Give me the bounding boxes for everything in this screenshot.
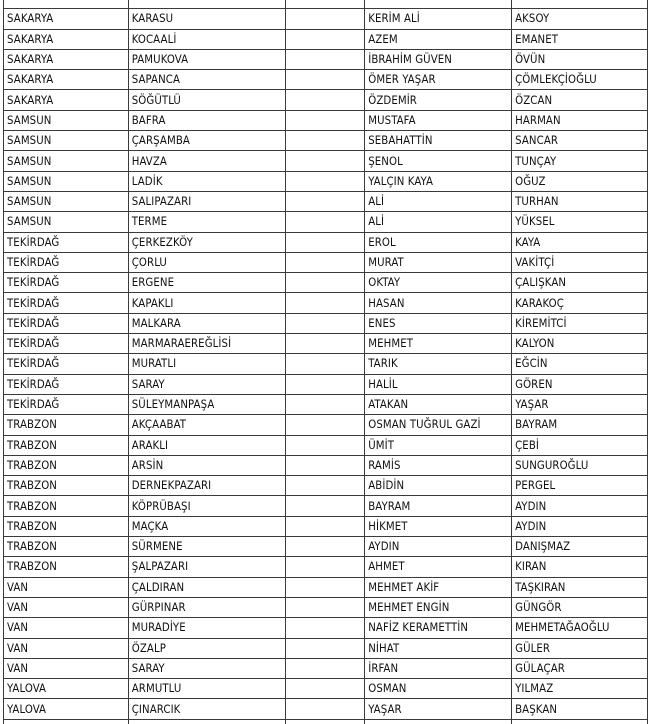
table-row — [4, 557, 648, 577]
spacer-cell[interactable] — [285, 638, 365, 658]
province-cell[interactable]: SAMSUN — [4, 212, 129, 232]
table-row — [4, 415, 648, 435]
province-cell[interactable]: VAN — [4, 577, 129, 597]
province-cell[interactable]: TEKİRDAĞ — [4, 252, 129, 272]
spacer-cell[interactable] — [285, 374, 365, 394]
last-name-cell[interactable]: TUNÇAY — [512, 151, 648, 171]
district-cell[interactable]: SÜLEYMANPAŞA — [128, 394, 285, 414]
last-name-cell[interactable]: HARMAN — [512, 110, 648, 130]
province-cell[interactable]: TRABZON — [4, 496, 129, 516]
district-cell[interactable]: ERGENE — [128, 273, 285, 293]
table-row — [4, 658, 648, 678]
first-name-cell[interactable]: ENES — [365, 313, 512, 333]
district-cell[interactable]: MURATLI — [128, 354, 285, 374]
first-name-cell[interactable]: EROL — [365, 232, 512, 252]
last-name-cell[interactable]: KALYON — [512, 334, 648, 354]
province-cell[interactable]: VAN — [4, 658, 129, 678]
spacer-cell[interactable] — [285, 597, 365, 617]
province-cell[interactable]: SAKARYA — [4, 90, 129, 110]
spacer-cell[interactable] — [285, 496, 365, 516]
last-name-cell[interactable]: ÇEBİ — [512, 435, 648, 455]
table-row — [4, 151, 648, 171]
province-cell[interactable]: TRABZON — [4, 415, 129, 435]
table-row — [4, 334, 648, 354]
table-row — [4, 131, 648, 151]
spacer-cell[interactable] — [285, 313, 365, 333]
province-cell[interactable]: SAKARYA — [4, 70, 129, 90]
spacer-cell[interactable] — [285, 699, 365, 719]
district-cell[interactable]: ÇALDIRAN — [128, 577, 285, 597]
table-row — [4, 90, 648, 110]
district-cell[interactable]: DERNEKPAZARI — [128, 476, 285, 496]
first-name-cell[interactable]: İBRAHİM GÜVEN — [365, 49, 512, 69]
first-name-cell[interactable]: ŞENOL — [365, 151, 512, 171]
spacer-cell[interactable] — [285, 110, 365, 130]
province-cell[interactable]: TEKİRDAĞ — [4, 334, 129, 354]
first-name-cell[interactable]: ÖMER YAŞAR — [365, 70, 512, 90]
spacer-cell[interactable] — [285, 151, 365, 171]
province-cell[interactable]: TEKİRDAĞ — [4, 374, 129, 394]
first-name-cell[interactable]: RAMİS — [365, 455, 512, 475]
table-row — [4, 171, 648, 191]
first-name-cell[interactable]: ÜMİT — [365, 435, 512, 455]
table-row — [4, 455, 648, 475]
spacer-cell[interactable] — [285, 394, 365, 414]
spacer-cell[interactable] — [285, 618, 365, 638]
province-cell[interactable] — [4, 719, 129, 724]
spacer-cell[interactable] — [285, 679, 365, 699]
first-name-cell[interactable]: HALİL — [365, 374, 512, 394]
first-name-cell[interactable]: HİKMET — [365, 516, 512, 536]
first-name-cell[interactable]: ALİ — [365, 191, 512, 211]
table-row — [4, 577, 648, 597]
first-name-cell[interactable]: MEHMET ENGİN — [365, 597, 512, 617]
district-cell[interactable]: SALIPAZARI — [128, 191, 285, 211]
table-row — [4, 496, 648, 516]
province-cell[interactable] — [4, 0, 129, 9]
district-cell[interactable]: ÇORLU — [128, 252, 285, 272]
district-cell[interactable]: KOCAALİ — [128, 29, 285, 49]
first-name-cell[interactable]: AYDIN — [365, 537, 512, 557]
table-row — [4, 9, 648, 29]
district-cell[interactable]: ARSİN — [128, 455, 285, 475]
spacer-cell[interactable] — [285, 334, 365, 354]
district-cell[interactable]: GÜRPINAR — [128, 597, 285, 617]
first-name-cell[interactable]: MEHMET — [365, 334, 512, 354]
first-name-cell[interactable]: KERİM ALİ — [365, 9, 512, 29]
table-row — [4, 537, 648, 557]
first-name-cell[interactable]: ÖZDEMİR — [365, 90, 512, 110]
first-name-cell[interactable] — [365, 719, 512, 724]
district-cell[interactable] — [128, 0, 285, 9]
province-cell[interactable]: VAN — [4, 638, 129, 658]
last-name-cell[interactable]: DANIŞMAZ — [512, 537, 648, 557]
spacer-cell[interactable] — [285, 191, 365, 211]
district-cell[interactable]: SÖĞÜTLÜ — [128, 90, 285, 110]
district-cell[interactable]: PAMUKOVA — [128, 49, 285, 69]
last-name-cell[interactable]: GÜLER — [512, 638, 648, 658]
province-cell[interactable]: VAN — [4, 618, 129, 638]
spacer-cell[interactable] — [285, 557, 365, 577]
last-name-cell[interactable]: EĞCİN — [512, 354, 648, 374]
last-name-cell[interactable]: OĞUZ — [512, 171, 648, 191]
last-name-cell[interactable]: AYDIN — [512, 496, 648, 516]
spacer-cell[interactable] — [285, 354, 365, 374]
first-name-cell[interactable]: NİHAT — [365, 638, 512, 658]
province-cell[interactable]: TEKİRDAĞ — [4, 232, 129, 252]
spacer-cell[interactable] — [285, 9, 365, 29]
province-cell[interactable]: SAMSUN — [4, 191, 129, 211]
last-name-cell[interactable]: TURHAN — [512, 191, 648, 211]
first-name-cell[interactable]: NAFİZ KERAMETTİN — [365, 618, 512, 638]
province-cell[interactable]: SAMSUN — [4, 110, 129, 130]
spacer-cell[interactable] — [285, 212, 365, 232]
first-name-cell[interactable]: AHMET — [365, 557, 512, 577]
last-name-cell[interactable]: EMANET — [512, 29, 648, 49]
spacer-cell[interactable] — [285, 516, 365, 536]
district-cell[interactable]: BAFRA — [128, 110, 285, 130]
district-cell[interactable]: HAVZA — [128, 151, 285, 171]
spacer-cell[interactable] — [285, 49, 365, 69]
last-name-cell[interactable]: SANCAR — [512, 131, 648, 151]
last-name-cell[interactable]: KİREMİTCİ — [512, 313, 648, 333]
district-cell[interactable]: SAPANCA — [128, 70, 285, 90]
district-cell[interactable]: MALKARA — [128, 313, 285, 333]
last-name-cell[interactable]: AYDIN — [512, 516, 648, 536]
province-cell[interactable]: TRABZON — [4, 557, 129, 577]
last-name-cell[interactable]: YÜKSEL — [512, 212, 648, 232]
spacer-cell[interactable] — [285, 70, 365, 90]
spacer-cell[interactable] — [285, 719, 365, 724]
spacer-cell[interactable] — [285, 658, 365, 678]
last-name-cell[interactable]: TAŞKIRAN — [512, 577, 648, 597]
district-cell[interactable]: KÖPRÜBAŞI — [128, 496, 285, 516]
last-name-cell[interactable]: KIRAN — [512, 557, 648, 577]
district-cell[interactable]: SÜRMENE — [128, 537, 285, 557]
table-row — [4, 618, 648, 638]
district-cell[interactable]: SARAY — [128, 658, 285, 678]
spacer-cell[interactable] — [285, 171, 365, 191]
first-name-cell[interactable]: AZEM — [365, 29, 512, 49]
table-row — [4, 273, 648, 293]
district-cell[interactable]: KAPAKLI — [128, 293, 285, 313]
spacer-cell[interactable] — [285, 537, 365, 557]
table-row — [4, 70, 648, 90]
spacer-cell[interactable] — [285, 455, 365, 475]
table-row — [4, 435, 648, 455]
candidate-table — [3, 0, 648, 724]
last-name-cell[interactable]: YILMAZ — [512, 679, 648, 699]
district-cell[interactable]: ÇARŞAMBA — [128, 131, 285, 151]
first-name-cell[interactable]: İRFAN — [365, 658, 512, 678]
province-cell[interactable]: TRABZON — [4, 476, 129, 496]
province-cell[interactable]: TRABZON — [4, 537, 129, 557]
district-cell[interactable]: SARAY — [128, 374, 285, 394]
last-name-cell[interactable]: SUNGUROĞLU — [512, 455, 648, 475]
first-name-cell[interactable]: SEBAHATTİN — [365, 131, 512, 151]
district-cell[interactable]: AKÇAABAT — [128, 415, 285, 435]
district-cell[interactable]: ÇERKEZKÖY — [128, 232, 285, 252]
spacer-cell[interactable] — [285, 90, 365, 110]
table-row — [4, 0, 648, 9]
spacer-cell[interactable] — [285, 293, 365, 313]
spacer-cell[interactable] — [285, 29, 365, 49]
first-name-cell[interactable]: ABİDİN — [365, 476, 512, 496]
table-row — [4, 293, 648, 313]
province-cell[interactable]: VAN — [4, 597, 129, 617]
first-name-cell[interactable]: TARIK — [365, 354, 512, 374]
last-name-cell[interactable]: GÜLAÇAR — [512, 658, 648, 678]
district-cell[interactable]: KARASU — [128, 9, 285, 29]
table-row — [4, 374, 648, 394]
last-name-cell[interactable]: BAYRAM — [512, 415, 648, 435]
province-cell[interactable]: TEKİRDAĞ — [4, 313, 129, 333]
last-name-cell[interactable] — [512, 0, 648, 9]
last-name-cell[interactable]: PERGEL — [512, 476, 648, 496]
district-cell[interactable]: ARMUTLU — [128, 679, 285, 699]
table-row — [4, 679, 648, 699]
first-name-cell[interactable] — [365, 0, 512, 9]
province-cell[interactable]: TEKİRDAĞ — [4, 273, 129, 293]
province-cell[interactable]: TRABZON — [4, 435, 129, 455]
table-row — [4, 597, 648, 617]
spacer-cell[interactable] — [285, 435, 365, 455]
last-name-cell[interactable]: MEHMETAĞAOĞLU — [512, 618, 648, 638]
district-cell[interactable]: MURADİYE — [128, 618, 285, 638]
spacer-cell[interactable] — [285, 131, 365, 151]
first-name-cell[interactable]: MEHMET AKİF — [365, 577, 512, 597]
province-cell[interactable]: TRABZON — [4, 455, 129, 475]
province-cell[interactable]: SAMSUN — [4, 171, 129, 191]
province-cell[interactable]: TRABZON — [4, 516, 129, 536]
province-cell[interactable]: SAKARYA — [4, 49, 129, 69]
table-row — [4, 252, 648, 272]
first-name-cell[interactable]: YALÇIN KAYA — [365, 171, 512, 191]
table-row — [4, 354, 648, 374]
district-cell[interactable]: ŞALPAZARI — [128, 557, 285, 577]
table-row — [4, 313, 648, 333]
first-name-cell[interactable]: OKTAY — [365, 273, 512, 293]
spacer-cell[interactable] — [285, 415, 365, 435]
spacer-cell[interactable] — [285, 476, 365, 496]
last-name-cell[interactable]: ÇALIŞKAN — [512, 273, 648, 293]
province-cell[interactable]: SAKARYA — [4, 9, 129, 29]
table-row — [4, 476, 648, 496]
first-name-cell[interactable]: HASAN — [365, 293, 512, 313]
province-cell[interactable]: TEKİRDAĞ — [4, 354, 129, 374]
district-cell[interactable] — [128, 719, 285, 724]
first-name-cell[interactable]: ALİ — [365, 212, 512, 232]
table-row — [4, 719, 648, 724]
district-cell[interactable]: ÇINARCIK — [128, 699, 285, 719]
spacer-cell[interactable] — [285, 252, 365, 272]
last-name-cell[interactable] — [512, 719, 648, 724]
province-cell[interactable]: SAMSUN — [4, 151, 129, 171]
province-cell[interactable]: SAMSUN — [4, 131, 129, 151]
first-name-cell[interactable]: YAŞAR — [365, 699, 512, 719]
spacer-cell[interactable] — [285, 0, 365, 9]
province-cell[interactable]: TEKİRDAĞ — [4, 394, 129, 414]
table-row — [4, 232, 648, 252]
last-name-cell[interactable]: KARAKOÇ — [512, 293, 648, 313]
table-row — [4, 49, 648, 69]
district-cell[interactable]: ARAKLI — [128, 435, 285, 455]
district-cell[interactable]: LADİK — [128, 171, 285, 191]
first-name-cell[interactable]: OSMAN — [365, 679, 512, 699]
province-cell[interactable]: TEKİRDAĞ — [4, 293, 129, 313]
district-cell[interactable]: MAÇKA — [128, 516, 285, 536]
first-name-cell[interactable]: BAYRAM — [365, 496, 512, 516]
spacer-cell[interactable] — [285, 273, 365, 293]
last-name-cell[interactable]: ÖZCAN — [512, 90, 648, 110]
first-name-cell[interactable]: MUSTAFA — [365, 110, 512, 130]
spacer-cell[interactable] — [285, 577, 365, 597]
last-name-cell[interactable]: ÖVÜN — [512, 49, 648, 69]
last-name-cell[interactable]: VAKİTÇİ — [512, 252, 648, 272]
table-row — [4, 638, 648, 658]
last-name-cell[interactable]: GÜNGÖR — [512, 597, 648, 617]
last-name-cell[interactable]: ÇÖMLEKÇİOĞLU — [512, 70, 648, 90]
table-row — [4, 516, 648, 536]
table-row — [4, 110, 648, 130]
province-cell[interactable]: SAKARYA — [4, 29, 129, 49]
last-name-cell[interactable]: KAYA — [512, 232, 648, 252]
first-name-cell[interactable]: ATAKAN — [365, 394, 512, 414]
table-row — [4, 29, 648, 49]
district-cell[interactable]: ÖZALP — [128, 638, 285, 658]
last-name-cell[interactable]: AKSOY — [512, 9, 648, 29]
first-name-cell[interactable]: OSMAN TUĞRUL GAZİ — [365, 415, 512, 435]
table-row — [4, 394, 648, 414]
district-cell[interactable]: MARMARAEREĞLİSİ — [128, 334, 285, 354]
table-row — [4, 212, 648, 232]
table-row — [4, 699, 648, 719]
district-cell[interactable]: TERME — [128, 212, 285, 232]
last-name-cell[interactable]: YAŞAR — [512, 394, 648, 414]
province-cell[interactable]: YALOVA — [4, 679, 129, 699]
table-body — [4, 0, 648, 724]
spacer-cell[interactable] — [285, 232, 365, 252]
last-name-cell[interactable]: BAŞKAN — [512, 699, 648, 719]
table-row — [4, 191, 648, 211]
first-name-cell[interactable]: MURAT — [365, 252, 512, 272]
province-cell[interactable]: YALOVA — [4, 699, 129, 719]
last-name-cell[interactable]: GÖREN — [512, 374, 648, 394]
